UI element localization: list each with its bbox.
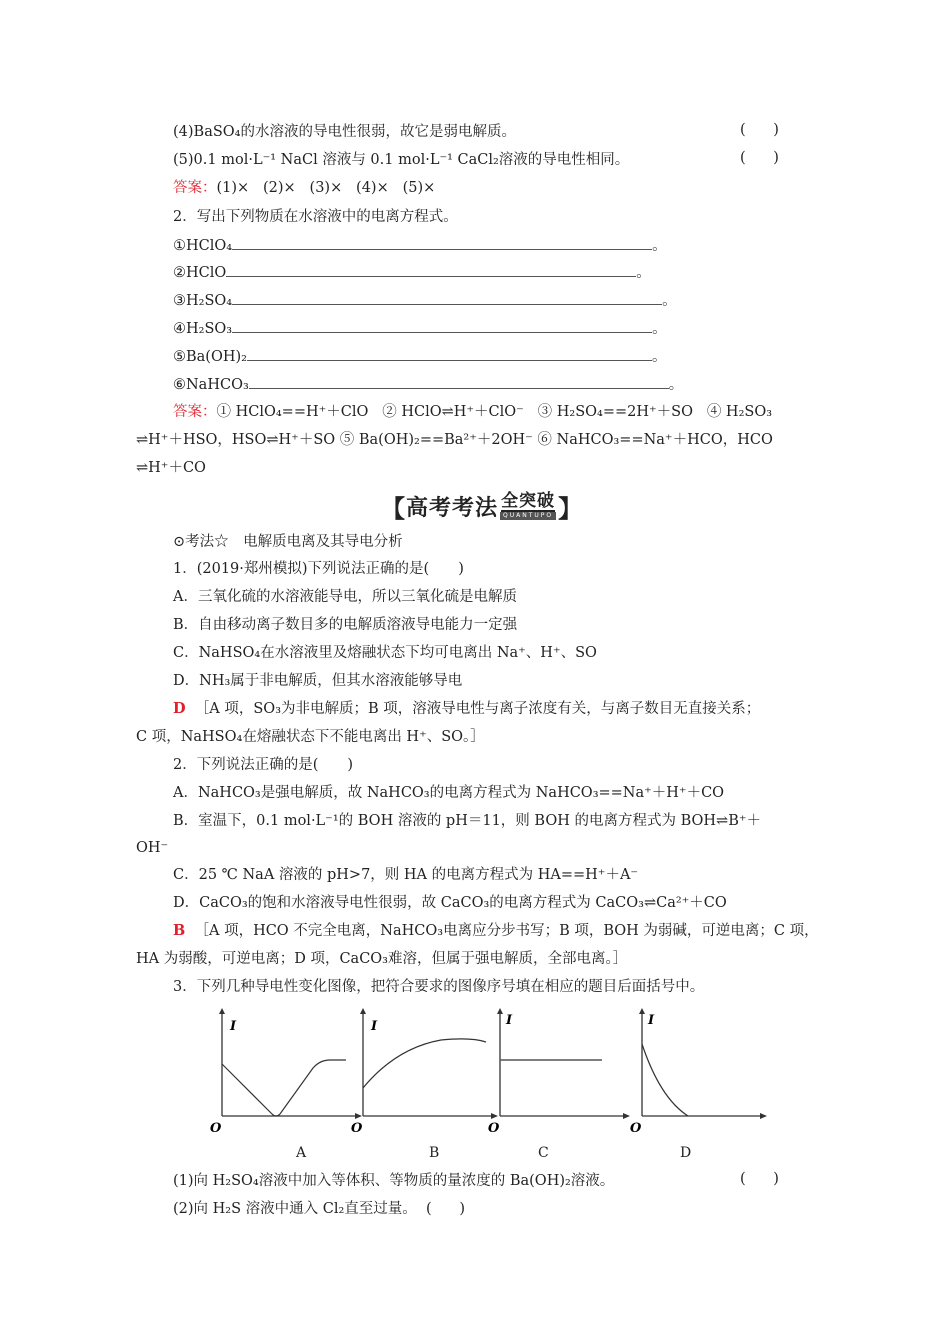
p2-stem: 2．下列说法正确的是( ) [173, 757, 354, 773]
svg-text:I: I [506, 1013, 513, 1028]
graph-d [630, 1008, 780, 1142]
svg-text:I: I [648, 1013, 655, 1028]
svg-text:O: O [488, 1121, 500, 1136]
period: 。 [652, 238, 667, 254]
graph-d-plot [630, 1008, 780, 1138]
bracket-right: 】 [558, 494, 584, 523]
svg-text:O: O [210, 1121, 222, 1136]
p1-option-b: B．自由移动离子数目多的电解质溶液导电能力一定强 [173, 617, 518, 633]
explanation-text: ［A 项，SO₃为非电解质；B 项，溶液导电性与离子浓度有关，与离子数目无直接关系； [194, 701, 761, 717]
q2-stem: 2．写出下列物质在水溶液中的电离方程式。 [173, 209, 458, 225]
item-number: (4) [173, 124, 194, 140]
p1-option-c: C．NaHSO₄在水溶液里及熔融状态下均可电离出 Na⁺、H⁺、SO [173, 645, 597, 661]
q2-item-6 [173, 374, 683, 395]
graph-a-plot [210, 1008, 360, 1138]
graph-b-plot [351, 1008, 501, 1138]
svg-text:O: O [630, 1121, 642, 1136]
graph-a-label: A [296, 1145, 307, 1161]
q2-item-2 [173, 262, 651, 283]
p2-option-a: A．NaHCO₃是强电解质，故 NaHCO₃的电离方程式为 NaHCO₃==Na⁺＋H⁺＋CO [173, 785, 725, 801]
svg-text:I: I [371, 1019, 378, 1034]
answer-bracket: ( ) [740, 122, 779, 138]
period: 。 [668, 377, 684, 393]
p2-option-b-cont: OH⁻ [136, 840, 169, 856]
banner-title: 高考考法 [406, 495, 499, 521]
q2-answer-line-3: ⇌H⁺＋CO [136, 460, 206, 476]
answer-text: ① HClO₄==H⁺＋ClO ② HClO⇌H⁺＋ClO⁻ ③ H₂SO₄==2H⁺＋SO ④ H₂SO₃ [216, 404, 773, 420]
q2-item-4 [173, 318, 667, 339]
item-text: BaSO₄的水溶液的导电性很弱，故它是弱电解质。 [193, 124, 516, 140]
answer-text: (1)× (2)× (3)× (4)× (5)× [216, 180, 436, 196]
answer-bracket: ( ) [426, 1201, 465, 1217]
graph-c-plot [488, 1008, 638, 1138]
p2-explanation-cont: HA 为弱酸，可逆电离；D 项，CaCO₃难溶，但属于强电解质，全部电离。］ [136, 951, 628, 967]
bracket-left: 【 [381, 494, 406, 523]
svg-text:O: O [351, 1121, 363, 1136]
item-label: ③H₂SO₄ [173, 293, 233, 309]
answer-letter: D [173, 700, 186, 717]
graph-d-label: D [680, 1145, 692, 1161]
p1-explanation-cont: C 项，NaHSO₄在熔融状态下不能电离出 H⁺、SO。］ [136, 729, 485, 745]
banner-subtitle [500, 492, 556, 520]
q2-answer-line-2: ⇌H⁺＋HSO，HSO⇌H⁺＋SO ⑤ Ba(OH)₂==Ba²⁺＋2OH⁻ ⑥ NaHCO₃==Na⁺＋HCO，HCO [136, 432, 773, 448]
section-title: ⊙考法☆ 电解质电离及其导电分析 [173, 534, 403, 550]
p2-option-c: C．25 ℃ NaA 溶液的 pH>7，则 HA 的电离方程式为 HA==H⁺＋A⁻ [173, 867, 639, 883]
p2-answer [173, 921, 819, 941]
q1-item-4 [173, 122, 516, 142]
graph-a [210, 1008, 360, 1142]
p3-subitem-1: (1)向 H₂SO₄溶液中加入等体积、等物质的量浓度的 Ba(OH)₂溶液。 [173, 1173, 615, 1189]
q1-answer [173, 178, 435, 198]
fill-blank[interactable] [232, 235, 652, 250]
period: 。 [652, 321, 667, 337]
period: 。 [636, 265, 651, 281]
q2-answer-line-1 [173, 402, 772, 422]
banner-sub-cn: 全突破 [501, 491, 556, 511]
p1-answer [173, 699, 760, 719]
graph-b [351, 1008, 501, 1142]
item-label: ④H₂SO₃ [173, 321, 233, 337]
answer-bracket: ( ) [740, 1171, 779, 1187]
graph-c [488, 1008, 638, 1142]
item-label: ⑥NaHCO₃ [173, 377, 249, 393]
p1-option-a: A．三氧化硫的水溶液能导电，所以三氧化硫是电解质 [173, 589, 517, 605]
fill-blank[interactable] [249, 374, 669, 389]
fill-blank[interactable] [232, 290, 662, 305]
p2-option-b: B．室温下，0.1 mol·L⁻¹的 BOH 溶液的 pH＝11，则 BOH 的电离方程式为 BOH⇌B⁺＋ [173, 813, 762, 829]
answer-letter: B [173, 922, 186, 939]
item-label: ⑤Ba(OH)₂ [173, 349, 247, 365]
section-banner [381, 490, 583, 522]
answer-bracket: ( ) [740, 150, 779, 166]
answer-label: 答案： [173, 404, 217, 420]
item-label: ②HClO [173, 265, 227, 281]
fill-blank[interactable] [232, 318, 652, 333]
subitem-text: (2)向 H₂S 溶液中通入 Cl₂直至过量。 [173, 1201, 417, 1217]
q2-item-3 [173, 290, 677, 311]
fill-blank[interactable] [247, 346, 652, 361]
graph-b-label: B [429, 1145, 440, 1161]
p2-option-d: D．CaCO₃的饱和水溶液导电性很弱，故 CaCO₃的电离方程式为 CaCO₃⇌Ca²⁺＋CO [173, 895, 727, 911]
q2-item-5 [173, 346, 666, 367]
q2-item-1 [173, 235, 667, 256]
answer-label: 答案： [173, 180, 217, 196]
p3-stem: 3．下列几种导电性变化图像，把符合要求的图像序号填在相应的题目后面括号中。 [173, 979, 705, 995]
q1-item-5 [173, 150, 629, 170]
item-text: 0.1 mol·L⁻¹ NaCl 溶液与 0.1 mol·L⁻¹ CaCl₂溶液的导电性相同。 [193, 152, 630, 168]
explanation-text: ［A 项，HCO 不完全电离，NaHCO₃电离应分步书写；B 项，BOH 为弱碱，可逆电离；C 项， [194, 923, 819, 939]
svg-text:I: I [230, 1019, 237, 1034]
p1-stem: 1．(2019·郑州模拟)下列说法正确的是( ) [173, 561, 464, 577]
p3-subitem-2 [173, 1199, 465, 1219]
banner-sub-en: QUANTUPO [500, 512, 556, 520]
period: 。 [662, 293, 677, 309]
p1-option-d: D．NH₃属于非电解质，但其水溶液能够导电 [173, 673, 463, 689]
period: 。 [651, 349, 667, 365]
fill-blank[interactable] [226, 262, 636, 277]
item-label: ①HClO₄ [173, 238, 233, 254]
graph-c-label: C [538, 1145, 549, 1161]
item-number: (5) [173, 152, 194, 168]
